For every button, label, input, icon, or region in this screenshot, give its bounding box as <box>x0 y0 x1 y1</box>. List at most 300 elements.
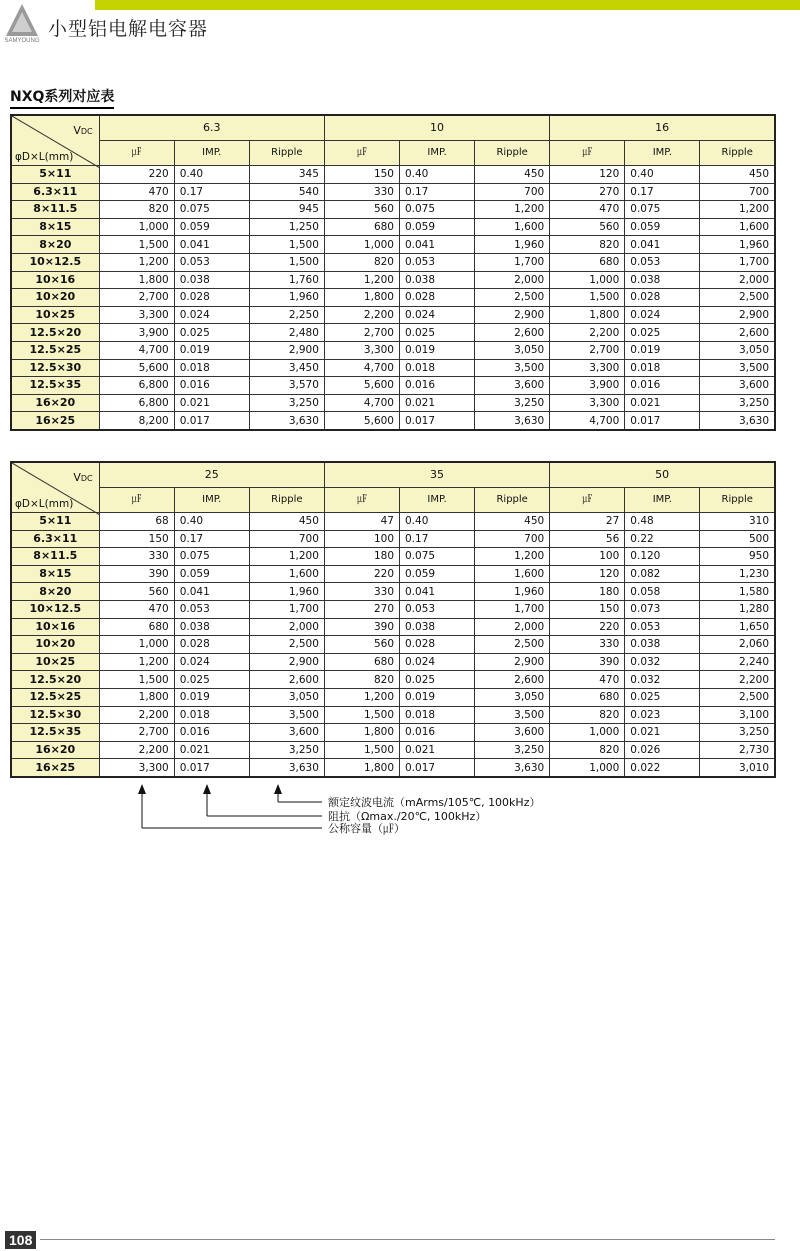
ripple-cell: 1,200 <box>475 548 550 566</box>
impedance-cell: 0.22 <box>625 530 700 548</box>
table-row <box>11 218 775 236</box>
capacitance-cell: 5,600 <box>324 412 399 430</box>
col-impedance: IMP. <box>625 141 700 166</box>
capacitance-cell: 5,600 <box>99 359 174 377</box>
ripple-cell: 3,450 <box>249 359 324 377</box>
ripple-cell: 450 <box>249 513 324 531</box>
impedance-cell: 0.40 <box>400 513 475 531</box>
brand-text: SAMYOUNG <box>4 38 40 44</box>
impedance-cell: 0.059 <box>400 565 475 583</box>
table-row <box>11 759 775 777</box>
impedance-cell: 0.40 <box>174 513 249 531</box>
ripple-cell: 2,240 <box>700 653 775 671</box>
ripple-cell: 1,600 <box>700 218 775 236</box>
page-number: 108 <box>5 1231 36 1249</box>
impedance-cell: 0.018 <box>399 359 474 377</box>
capacitance-cell: 1,000 <box>550 271 625 289</box>
capacitance-cell: 390 <box>550 653 625 671</box>
impedance-cell: 0.038 <box>399 271 474 289</box>
ripple-cell: 3,500 <box>475 359 550 377</box>
col-impedance: IMP. <box>400 488 475 513</box>
impedance-cell: 0.032 <box>625 653 700 671</box>
table-row <box>11 324 775 342</box>
ripple-cell: 1,500 <box>249 253 324 271</box>
size-cell: 6.3×11 <box>11 183 99 201</box>
capacitance-cell: 120 <box>550 166 625 184</box>
impedance-cell: 0.021 <box>399 394 474 412</box>
capacitance-cell: 2,200 <box>324 306 399 324</box>
impedance-cell: 0.028 <box>400 636 475 654</box>
impedance-cell: 0.022 <box>625 759 700 777</box>
size-cell: 10×16 <box>11 271 99 289</box>
size-cell: 10×12.5 <box>11 600 99 618</box>
size-cell: 10×20 <box>11 636 99 654</box>
impedance-cell: 0.018 <box>625 359 700 377</box>
impedance-cell: 0.082 <box>625 565 700 583</box>
size-cell: 10×25 <box>11 653 99 671</box>
impedance-cell: 0.40 <box>399 166 474 184</box>
ripple-cell: 310 <box>700 513 775 531</box>
impedance-cell: 0.021 <box>625 724 700 742</box>
impedance-cell: 0.075 <box>174 201 249 219</box>
table-row <box>11 377 775 395</box>
table-row <box>11 741 775 759</box>
capacitance-cell: 1,000 <box>99 218 174 236</box>
capacitance-cell: 2,700 <box>99 724 174 742</box>
capacitance-cell: 680 <box>99 618 174 636</box>
impedance-cell: 0.028 <box>174 289 249 307</box>
col-capacitance: ㎌ <box>99 488 174 513</box>
capacitance-cell: 3,900 <box>99 324 174 342</box>
ripple-cell: 3,630 <box>700 412 775 430</box>
impedance-cell: 0.073 <box>625 600 700 618</box>
impedance-cell: 0.40 <box>174 166 249 184</box>
impedance-cell: 0.017 <box>174 412 249 430</box>
impedance-cell: 0.058 <box>625 583 700 601</box>
ripple-cell: 2,000 <box>700 271 775 289</box>
capacitance-cell: 3,300 <box>99 759 174 777</box>
capacitance-cell: 560 <box>324 636 399 654</box>
capacitance-cell: 1,500 <box>324 741 399 759</box>
capacitance-cell: 4,700 <box>550 412 625 430</box>
size-cell: 8×20 <box>11 236 99 254</box>
col-impedance: IMP. <box>625 488 700 513</box>
vdc-label: VDC <box>73 124 93 137</box>
section-title: NXQ系列对应表 <box>10 86 114 109</box>
capacitance-cell: 470 <box>550 201 625 219</box>
capacitance-cell: 270 <box>324 600 399 618</box>
capacitance-cell: 820 <box>550 236 625 254</box>
ripple-cell: 2,060 <box>700 636 775 654</box>
ripple-cell: 700 <box>475 183 550 201</box>
capacitance-cell: 3,900 <box>550 377 625 395</box>
ripple-cell: 3,250 <box>475 394 550 412</box>
col-ripple: Ripple <box>249 141 324 166</box>
ripple-cell: 450 <box>700 166 775 184</box>
ripple-cell: 2,900 <box>700 306 775 324</box>
ripple-cell: 500 <box>700 530 775 548</box>
capacitance-cell: 1,000 <box>99 636 174 654</box>
samyoung-logo <box>2 2 42 44</box>
capacitance-cell: 2,200 <box>550 324 625 342</box>
ripple-cell: 700 <box>249 530 324 548</box>
impedance-cell: 0.059 <box>174 565 249 583</box>
impedance-cell: 0.075 <box>399 201 474 219</box>
impedance-cell: 0.059 <box>399 218 474 236</box>
ripple-cell: 2,200 <box>700 671 775 689</box>
table-row <box>11 289 775 307</box>
impedance-cell: 0.026 <box>625 741 700 759</box>
ripple-cell: 2,900 <box>249 653 324 671</box>
spec-table-high-voltage <box>10 461 776 778</box>
capacitance-cell: 6,800 <box>99 394 174 412</box>
impedance-cell: 0.018 <box>174 359 249 377</box>
ripple-cell: 2,500 <box>475 636 550 654</box>
impedance-cell: 0.17 <box>399 183 474 201</box>
capacitance-cell: 2,200 <box>99 706 174 724</box>
col-capacitance: ㎌ <box>324 488 399 513</box>
voltage-header: 16 <box>550 115 775 141</box>
voltage-header: 35 <box>324 462 549 488</box>
table-row <box>11 530 775 548</box>
capacitance-cell: 820 <box>324 253 399 271</box>
capacitance-cell: 220 <box>99 166 174 184</box>
capacitance-cell: 3,300 <box>324 341 399 359</box>
table-row <box>11 306 775 324</box>
size-cell: 12.5×20 <box>11 324 99 342</box>
size-cell: 10×12.5 <box>11 253 99 271</box>
ripple-cell: 2,500 <box>700 289 775 307</box>
capacitance-cell: 150 <box>324 166 399 184</box>
capacitance-cell: 470 <box>550 671 625 689</box>
capacitance-cell: 1,800 <box>550 306 625 324</box>
impedance-cell: 0.021 <box>174 741 249 759</box>
impedance-cell: 0.024 <box>174 653 249 671</box>
impedance-cell: 0.025 <box>174 671 249 689</box>
capacitance-cell: 3,300 <box>99 306 174 324</box>
impedance-cell: 0.019 <box>400 688 475 706</box>
ripple-cell: 2,900 <box>475 653 550 671</box>
ripple-cell: 3,250 <box>700 724 775 742</box>
size-cell: 8×15 <box>11 218 99 236</box>
capacitance-cell: 820 <box>550 741 625 759</box>
impedance-cell: 0.016 <box>174 724 249 742</box>
ripple-cell: 540 <box>249 183 324 201</box>
voltage-header: 10 <box>324 115 549 141</box>
legend-capacitance: 公称容量（㎌） <box>328 822 405 835</box>
ripple-cell: 3,050 <box>475 688 550 706</box>
capacitance-cell: 560 <box>324 201 399 219</box>
ripple-cell: 3,050 <box>249 688 324 706</box>
capacitance-cell: 5,600 <box>324 377 399 395</box>
capacitance-cell: 470 <box>99 600 174 618</box>
impedance-cell: 0.40 <box>625 166 700 184</box>
capacitance-cell: 1,000 <box>550 724 625 742</box>
capacitance-cell: 180 <box>550 583 625 601</box>
table-row <box>11 166 775 184</box>
impedance-cell: 0.025 <box>400 671 475 689</box>
ripple-cell: 1,600 <box>475 218 550 236</box>
table-row <box>11 653 775 671</box>
impedance-cell: 0.053 <box>399 253 474 271</box>
impedance-cell: 0.017 <box>399 412 474 430</box>
ripple-cell: 3,500 <box>700 359 775 377</box>
column-legend <box>130 782 550 842</box>
ripple-cell: 1,580 <box>700 583 775 601</box>
table-row <box>11 724 775 742</box>
ripple-cell: 450 <box>475 166 550 184</box>
capacitance-cell: 390 <box>324 618 399 636</box>
ripple-cell: 1,960 <box>249 289 324 307</box>
col-ripple: Ripple <box>475 488 550 513</box>
col-ripple: Ripple <box>700 141 775 166</box>
ripple-cell: 2,730 <box>700 741 775 759</box>
capacitance-cell: 27 <box>550 513 625 531</box>
impedance-cell: 0.041 <box>625 236 700 254</box>
ripple-cell: 2,600 <box>475 671 550 689</box>
ripple-cell: 3,250 <box>475 741 550 759</box>
capacitance-cell: 3,300 <box>550 394 625 412</box>
size-cell: 8×15 <box>11 565 99 583</box>
impedance-cell: 0.17 <box>174 183 249 201</box>
size-cell: 12.5×35 <box>11 724 99 742</box>
ripple-cell: 3,010 <box>700 759 775 777</box>
spec-table-low-voltage <box>10 114 776 431</box>
col-impedance: IMP. <box>174 141 249 166</box>
table-row <box>11 565 775 583</box>
impedance-cell: 0.038 <box>174 618 249 636</box>
ripple-cell: 3,100 <box>700 706 775 724</box>
col-impedance: IMP. <box>174 488 249 513</box>
ripple-cell: 700 <box>700 183 775 201</box>
size-cell: 16×20 <box>11 741 99 759</box>
table-row <box>11 341 775 359</box>
table-row <box>11 253 775 271</box>
impedance-cell: 0.053 <box>400 600 475 618</box>
impedance-cell: 0.17 <box>174 530 249 548</box>
col-ripple: Ripple <box>700 488 775 513</box>
capacitance-cell: 68 <box>99 513 174 531</box>
impedance-cell: 0.019 <box>174 688 249 706</box>
table-row <box>11 183 775 201</box>
size-cell: 8×11.5 <box>11 201 99 219</box>
size-cell: 8×11.5 <box>11 548 99 566</box>
impedance-cell: 0.024 <box>400 653 475 671</box>
capacitance-cell: 2,700 <box>550 341 625 359</box>
ripple-cell: 2,500 <box>700 688 775 706</box>
capacitance-cell: 1,000 <box>324 236 399 254</box>
header-corner-cell <box>11 115 99 166</box>
capacitance-cell: 560 <box>550 218 625 236</box>
capacitance-cell: 1,800 <box>99 688 174 706</box>
size-label: φD×L(mm) <box>15 498 74 510</box>
ripple-cell: 1,600 <box>475 565 550 583</box>
impedance-cell: 0.075 <box>400 548 475 566</box>
capacitance-cell: 820 <box>324 671 399 689</box>
impedance-cell: 0.021 <box>174 394 249 412</box>
capacitance-cell: 180 <box>324 548 399 566</box>
page-title: 小型铝电解电容器 <box>48 18 209 40</box>
voltage-header: 25 <box>99 462 324 488</box>
impedance-cell: 0.041 <box>174 583 249 601</box>
ripple-cell: 700 <box>475 530 550 548</box>
impedance-cell: 0.024 <box>625 306 700 324</box>
capacitance-cell: 120 <box>550 565 625 583</box>
capacitance-cell: 150 <box>550 600 625 618</box>
capacitance-cell: 820 <box>550 706 625 724</box>
ripple-cell: 3,630 <box>475 412 550 430</box>
size-cell: 8×20 <box>11 583 99 601</box>
size-cell: 16×25 <box>11 412 99 430</box>
impedance-cell: 0.017 <box>625 412 700 430</box>
ripple-cell: 1,200 <box>700 201 775 219</box>
ripple-cell: 3,250 <box>249 394 324 412</box>
vdc-label: VDC <box>73 471 93 484</box>
ripple-cell: 3,600 <box>700 377 775 395</box>
size-label: φD×L(mm) <box>15 151 74 163</box>
ripple-cell: 3,600 <box>249 724 324 742</box>
table-row <box>11 548 775 566</box>
capacitance-cell: 330 <box>550 636 625 654</box>
ripple-cell: 3,250 <box>249 741 324 759</box>
ripple-cell: 1,500 <box>249 236 324 254</box>
ripple-cell: 2,600 <box>475 324 550 342</box>
impedance-cell: 0.038 <box>625 636 700 654</box>
capacitance-cell: 47 <box>324 513 399 531</box>
ripple-cell: 1,960 <box>700 236 775 254</box>
impedance-cell: 0.016 <box>399 377 474 395</box>
ripple-cell: 3,630 <box>475 759 550 777</box>
size-cell: 12.5×30 <box>11 706 99 724</box>
ripple-cell: 3,500 <box>249 706 324 724</box>
size-cell: 10×16 <box>11 618 99 636</box>
capacitance-cell: 470 <box>99 183 174 201</box>
legend-ripple: 额定纹波电流（mArms/105℃, 100kHz） <box>328 796 541 809</box>
capacitance-cell: 2,700 <box>324 324 399 342</box>
capacitance-cell: 330 <box>324 583 399 601</box>
ripple-cell: 1,960 <box>475 583 550 601</box>
table-row <box>11 618 775 636</box>
capacitance-cell: 1,800 <box>324 759 399 777</box>
capacitance-cell: 100 <box>324 530 399 548</box>
ripple-cell: 2,600 <box>249 671 324 689</box>
table-row <box>11 600 775 618</box>
ripple-cell: 950 <box>700 548 775 566</box>
ripple-cell: 3,500 <box>475 706 550 724</box>
size-cell: 12.5×25 <box>11 341 99 359</box>
capacitance-cell: 3,300 <box>550 359 625 377</box>
impedance-cell: 0.038 <box>400 618 475 636</box>
legend-impedance: 阻抗（Ωmax./20℃, 100kHz） <box>328 810 487 823</box>
size-cell: 6.3×11 <box>11 530 99 548</box>
ripple-cell: 1,760 <box>249 271 324 289</box>
impedance-cell: 0.053 <box>174 253 249 271</box>
impedance-cell: 0.024 <box>174 306 249 324</box>
col-ripple: Ripple <box>249 488 324 513</box>
capacitance-cell: 680 <box>324 218 399 236</box>
size-cell: 12.5×20 <box>11 671 99 689</box>
impedance-cell: 0.17 <box>625 183 700 201</box>
impedance-cell: 0.48 <box>625 513 700 531</box>
ripple-cell: 1,280 <box>700 600 775 618</box>
size-cell: 12.5×25 <box>11 688 99 706</box>
capacitance-cell: 330 <box>324 183 399 201</box>
impedance-cell: 0.038 <box>174 271 249 289</box>
impedance-cell: 0.032 <box>625 671 700 689</box>
capacitance-cell: 390 <box>99 565 174 583</box>
impedance-cell: 0.017 <box>174 759 249 777</box>
size-cell: 10×25 <box>11 306 99 324</box>
impedance-cell: 0.075 <box>625 201 700 219</box>
impedance-cell: 0.021 <box>400 741 475 759</box>
capacitance-cell: 1,200 <box>99 253 174 271</box>
size-cell: 16×25 <box>11 759 99 777</box>
ripple-cell: 3,250 <box>700 394 775 412</box>
capacitance-cell: 150 <box>99 530 174 548</box>
ripple-cell: 1,960 <box>475 236 550 254</box>
capacitance-cell: 1,000 <box>550 759 625 777</box>
ripple-cell: 2,600 <box>700 324 775 342</box>
capacitance-cell: 2,700 <box>99 289 174 307</box>
capacitance-cell: 1,200 <box>99 653 174 671</box>
impedance-cell: 0.038 <box>625 271 700 289</box>
ripple-cell: 2,900 <box>249 341 324 359</box>
capacitance-cell: 100 <box>550 548 625 566</box>
impedance-cell: 0.018 <box>174 706 249 724</box>
impedance-cell: 0.028 <box>399 289 474 307</box>
ripple-cell: 1,230 <box>700 565 775 583</box>
ripple-cell: 945 <box>249 201 324 219</box>
ripple-cell: 1,650 <box>700 618 775 636</box>
ripple-cell: 2,500 <box>249 636 324 654</box>
ripple-cell: 1,960 <box>249 583 324 601</box>
header-accent-bar <box>95 0 800 10</box>
table-row <box>11 359 775 377</box>
impedance-cell: 0.059 <box>625 218 700 236</box>
ripple-cell: 3,050 <box>700 341 775 359</box>
header-corner-cell <box>11 462 99 513</box>
col-capacitance: ㎌ <box>550 488 625 513</box>
table-row <box>11 271 775 289</box>
table-row <box>11 636 775 654</box>
table-row <box>11 513 775 531</box>
footer-rule <box>40 1239 775 1240</box>
capacitance-cell: 560 <box>99 583 174 601</box>
col-ripple: Ripple <box>475 141 550 166</box>
impedance-cell: 0.053 <box>625 618 700 636</box>
capacitance-cell: 56 <box>550 530 625 548</box>
capacitance-cell: 4,700 <box>99 341 174 359</box>
table-row <box>11 706 775 724</box>
ripple-cell: 1,600 <box>249 565 324 583</box>
size-cell: 10×20 <box>11 289 99 307</box>
ripple-cell: 2,480 <box>249 324 324 342</box>
impedance-cell: 0.053 <box>174 600 249 618</box>
ripple-cell: 1,200 <box>475 201 550 219</box>
capacitance-cell: 4,700 <box>324 394 399 412</box>
size-cell: 16×20 <box>11 394 99 412</box>
capacitance-cell: 1,500 <box>550 289 625 307</box>
impedance-cell: 0.019 <box>174 341 249 359</box>
capacitance-cell: 1,500 <box>99 671 174 689</box>
impedance-cell: 0.053 <box>625 253 700 271</box>
ripple-cell: 3,630 <box>249 412 324 430</box>
impedance-cell: 0.075 <box>174 548 249 566</box>
impedance-cell: 0.021 <box>625 394 700 412</box>
table-row <box>11 394 775 412</box>
table-row <box>11 688 775 706</box>
impedance-cell: 0.028 <box>625 289 700 307</box>
